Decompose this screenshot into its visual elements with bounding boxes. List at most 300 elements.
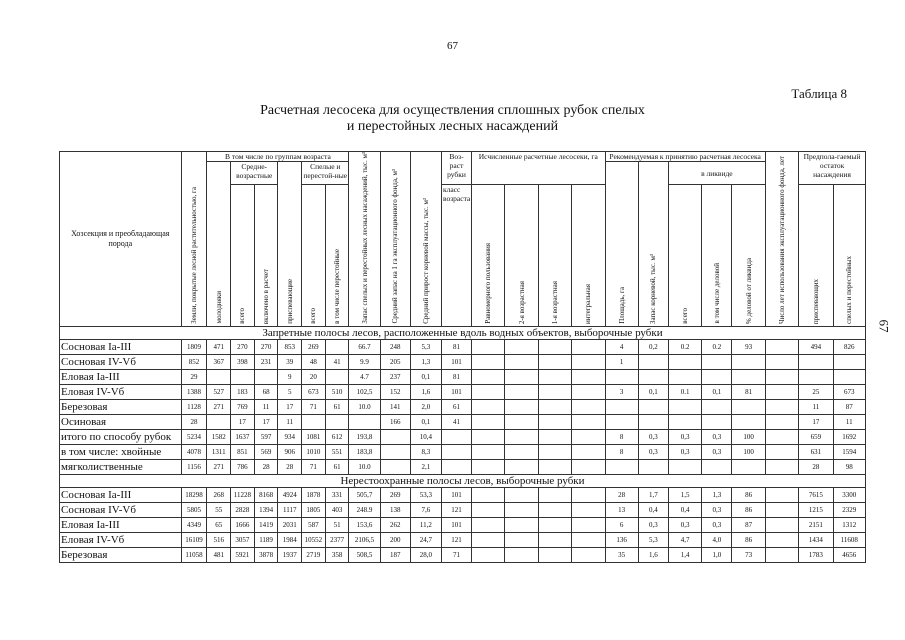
data-table <box>59 151 866 563</box>
table-cell: 11228 <box>231 487 255 502</box>
table-cell: 0,3 <box>702 517 732 532</box>
table-cell <box>325 369 349 384</box>
table-cell: 13 <box>605 502 638 517</box>
header-liq-total: всего <box>668 185 701 326</box>
table-cell <box>441 429 471 444</box>
table-cell <box>799 354 833 369</box>
table-row <box>60 339 866 354</box>
table-cell <box>572 459 605 474</box>
table-cell: 2719 <box>302 547 326 562</box>
table-cell: 5,3 <box>410 339 441 354</box>
table-cell: 3 <box>605 384 638 399</box>
table-cell <box>538 459 571 474</box>
table-cell: 8 <box>605 444 638 459</box>
table-cell <box>538 339 571 354</box>
table-cell: 631 <box>799 444 833 459</box>
table-cell <box>668 354 701 369</box>
table-cell: 11,2 <box>410 517 441 532</box>
table-row <box>60 429 866 444</box>
table-cell <box>702 459 732 474</box>
table-cell: 183 <box>231 384 255 399</box>
table-cell <box>765 532 798 547</box>
table-cell: 7,6 <box>410 502 441 517</box>
table-cell <box>702 414 732 429</box>
table-cell: 10.0 <box>349 399 380 414</box>
table-cell: 0,3 <box>638 517 668 532</box>
table-cell: 1,0 <box>702 547 732 562</box>
table-cell: 8 <box>605 429 638 444</box>
table-cell: 71 <box>302 399 326 414</box>
table-cell <box>572 547 605 562</box>
table-cell: 101 <box>441 354 471 369</box>
table-row <box>60 487 866 502</box>
table-cell: 1215 <box>799 502 833 517</box>
table-label: Таблица 8 <box>791 86 847 101</box>
table-cell: 28,0 <box>410 547 441 562</box>
section-2-title: Нерестоохранные полосы лесов, выборочные рубки <box>60 474 866 487</box>
table-cell <box>833 369 865 384</box>
table-cell: 183,8 <box>349 444 380 459</box>
table-cell <box>638 399 668 414</box>
table-cell: 786 <box>231 459 255 474</box>
table-cell: 98 <box>833 459 865 474</box>
table-cell: 1311 <box>207 444 231 459</box>
header-middle-included: включено в расчет <box>254 185 278 326</box>
table-cell <box>538 369 571 384</box>
table-cell: 81 <box>441 339 471 354</box>
table-cell <box>207 414 231 429</box>
table-cell <box>572 354 605 369</box>
table-cell: 1434 <box>799 532 833 547</box>
table-cell <box>538 414 571 429</box>
table-cell: 10552 <box>302 532 326 547</box>
table-cell: 9.9 <box>349 354 380 369</box>
table-cell <box>505 547 538 562</box>
table-cell: 1582 <box>207 429 231 444</box>
header-rec: Рекомендуемая к принятию расчетная лесосека <box>605 152 765 162</box>
table-cell: 0,3 <box>668 517 701 532</box>
table-row <box>60 354 866 369</box>
table-cell: 41 <box>325 354 349 369</box>
table-cell: 398 <box>231 354 255 369</box>
table-cell: 2151 <box>799 517 833 532</box>
table-cell: 87 <box>833 399 865 414</box>
table-cell: 0,3 <box>638 429 668 444</box>
table-cell <box>505 502 538 517</box>
table-cell: 166 <box>380 414 410 429</box>
table-cell <box>472 369 505 384</box>
table-cell: 248.9 <box>349 502 380 517</box>
table-cell: 205 <box>380 354 410 369</box>
section-2-body <box>60 474 866 562</box>
table-cell: 0,4 <box>668 502 701 517</box>
table-cell: 853 <box>278 339 302 354</box>
table-cell: 270 <box>231 339 255 354</box>
row-label: Сосновая IV-Vб <box>60 354 182 369</box>
table-row <box>60 399 866 414</box>
table-row <box>60 532 866 547</box>
row-label: Березовая <box>60 399 182 414</box>
table-cell <box>505 339 538 354</box>
table-cell <box>572 429 605 444</box>
header-by-age: В том числе по группам возраста <box>207 152 349 162</box>
table-cell: 28 <box>181 414 207 429</box>
header-calc-1age: 1-я возрастная <box>538 185 571 326</box>
table-cell: 138 <box>380 502 410 517</box>
table-title <box>0 103 905 135</box>
table-cell: 268 <box>207 487 231 502</box>
table-cell: 1937 <box>278 547 302 562</box>
table-cell: 403 <box>325 502 349 517</box>
table-cell: 4.7 <box>349 369 380 384</box>
table-cell: 100 <box>732 444 765 459</box>
table-cell: 510 <box>325 384 349 399</box>
table-cell <box>732 369 765 384</box>
table-cell <box>668 459 701 474</box>
table-row <box>60 384 866 399</box>
table-cell <box>538 547 571 562</box>
table-cell <box>572 532 605 547</box>
table-cell: 1,6 <box>638 547 668 562</box>
table-row <box>60 444 866 459</box>
table-cell: 4349 <box>181 517 207 532</box>
header-liq-pct: % деловой от ликвида <box>732 185 765 326</box>
table-cell: 24,7 <box>410 532 441 547</box>
table-cell: 516 <box>207 532 231 547</box>
table-cell <box>472 547 505 562</box>
table-cell: 86 <box>732 532 765 547</box>
table-cell: 87 <box>732 517 765 532</box>
table-cell <box>302 414 326 429</box>
table-cell <box>472 414 505 429</box>
header-middle: Средне-возрастные <box>231 162 278 185</box>
table-cell: 1312 <box>833 517 865 532</box>
header-ripe-over: в том числе перестойные <box>325 185 349 326</box>
header-rec-stock: Запас корневой, тыс. м³ <box>638 162 668 327</box>
table-cell: 187 <box>380 547 410 562</box>
table-cell: 35 <box>605 547 638 562</box>
table-cell: 1 <box>605 354 638 369</box>
table-cell <box>538 444 571 459</box>
table-cell: 1117 <box>278 502 302 517</box>
table-cell: 93 <box>732 339 765 354</box>
table-row <box>60 369 866 384</box>
table-cell: 4924 <box>278 487 302 502</box>
table-cell <box>505 414 538 429</box>
table-cell <box>833 354 865 369</box>
table-cell <box>765 517 798 532</box>
table-cell: 508,5 <box>349 547 380 562</box>
row-label: итого по способу рубок <box>60 429 182 444</box>
table-cell <box>765 414 798 429</box>
table-cell: 270 <box>254 339 278 354</box>
table-cell: 102,5 <box>349 384 380 399</box>
table-cell <box>472 444 505 459</box>
table-cell: 673 <box>833 384 865 399</box>
table-cell: 153,6 <box>349 517 380 532</box>
table-cell: 1878 <box>302 487 326 502</box>
row-label: Сосновая Ia-III <box>60 487 182 502</box>
table-cell: 1394 <box>254 502 278 517</box>
table-cell <box>505 532 538 547</box>
table-cell <box>765 487 798 502</box>
table-cell: 71 <box>302 459 326 474</box>
title-line-2: и перестойных лесных насаждений <box>346 119 559 134</box>
header-middle-total: всего <box>231 185 255 326</box>
table-cell: 17 <box>231 414 255 429</box>
table-row <box>60 502 866 517</box>
table-cell <box>472 502 505 517</box>
row-label: Сосновая Ia-III <box>60 339 182 354</box>
table-cell: 1,7 <box>638 487 668 502</box>
table-cell <box>538 532 571 547</box>
table-cell: 248 <box>380 339 410 354</box>
table-cell: 8168 <box>254 487 278 502</box>
table-cell <box>505 384 538 399</box>
table-cell: 121 <box>441 532 471 547</box>
table-cell: 81 <box>441 369 471 384</box>
table-cell <box>538 517 571 532</box>
table-cell <box>572 369 605 384</box>
table-cell <box>254 369 278 384</box>
table-cell <box>472 532 505 547</box>
table-cell <box>605 399 638 414</box>
table-cell: 53,3 <box>410 487 441 502</box>
table-cell <box>605 459 638 474</box>
table-cell <box>732 459 765 474</box>
table-cell: 2377 <box>325 532 349 547</box>
table-cell: 7615 <box>799 487 833 502</box>
header-rec-area: Площадь, га <box>605 162 638 327</box>
table-cell <box>765 339 798 354</box>
table-cell: 39 <box>278 354 302 369</box>
table-cell <box>472 459 505 474</box>
table-cell: 0,4 <box>638 502 668 517</box>
table-cell: 5 <box>278 384 302 399</box>
row-label: Сосновая IV-Vб <box>60 502 182 517</box>
table-cell: 1388 <box>181 384 207 399</box>
table-cell: 358 <box>325 547 349 562</box>
table-cell: 1010 <box>302 444 326 459</box>
table-cell: 4 <box>605 339 638 354</box>
header-land: Земли, покрытые лесной растительностью, га <box>181 152 207 327</box>
table-cell <box>325 414 349 429</box>
table-cell: 28 <box>799 459 833 474</box>
header-liq-business: в том числе деловой <box>702 185 732 326</box>
table-cell: 471 <box>207 339 231 354</box>
table-cell: 527 <box>207 384 231 399</box>
header-age-class: класс возраста <box>441 185 471 326</box>
table-cell: 1692 <box>833 429 865 444</box>
table-cell <box>538 502 571 517</box>
table-cell: 1,4 <box>668 547 701 562</box>
table-cell <box>765 502 798 517</box>
table-cell <box>505 354 538 369</box>
side-page-number: 67 <box>876 319 892 333</box>
table-cell: 3878 <box>254 547 278 562</box>
table-cell: 2,0 <box>410 399 441 414</box>
table-cell <box>505 459 538 474</box>
table-cell: 271 <box>207 399 231 414</box>
table-cell <box>572 444 605 459</box>
table-cell <box>605 369 638 384</box>
table-cell <box>505 399 538 414</box>
table-cell: 11 <box>833 414 865 429</box>
table-cell: 331 <box>325 487 349 502</box>
table-cell <box>668 369 701 384</box>
table-cell: 101 <box>441 517 471 532</box>
table-cell <box>638 369 668 384</box>
row-label: Еловая Ia-III <box>60 517 182 532</box>
table-cell <box>538 384 571 399</box>
table-cell: 481 <box>207 547 231 562</box>
table-cell <box>538 399 571 414</box>
table-cell <box>325 339 349 354</box>
table-cell <box>231 369 255 384</box>
section-1-body <box>60 326 866 474</box>
table-cell: 597 <box>254 429 278 444</box>
header-years: Число лет использования эксплуатационного фонда, лет <box>765 152 798 327</box>
table-cell: 10.0 <box>349 459 380 474</box>
header-rec-liquid: в ликвиде <box>668 162 765 185</box>
table-cell: 5921 <box>231 547 255 562</box>
table-cell: 10,4 <box>410 429 441 444</box>
table-cell: 11 <box>278 414 302 429</box>
table-cell <box>380 459 410 474</box>
table-cell: 136 <box>605 532 638 547</box>
table-cell: 5,3 <box>638 532 668 547</box>
table-cell: 9 <box>278 369 302 384</box>
table-cell: 1809 <box>181 339 207 354</box>
table-cell <box>668 414 701 429</box>
page-number: 67 <box>447 40 458 52</box>
table-cell <box>505 444 538 459</box>
table-cell <box>505 517 538 532</box>
table-cell <box>638 414 668 429</box>
table-cell: 29 <box>181 369 207 384</box>
table-cell: 934 <box>278 429 302 444</box>
table-cell <box>572 339 605 354</box>
table-cell: 0,3 <box>702 429 732 444</box>
table-cell: 769 <box>231 399 255 414</box>
header-avg-growth: Средний прирост корневой массы, тыс. м³ <box>410 152 441 327</box>
header-calc-integral: интегральная <box>572 185 605 326</box>
header-calc: Исчисленные расчетные лесосеки, га <box>472 152 605 185</box>
header-hozsection: Хозсекция и преобладающая порода <box>60 152 182 327</box>
header-avg-stock: Средний запас на 1 га эксплуатационного фонда, м³ <box>380 152 410 327</box>
table-cell: 367 <box>207 354 231 369</box>
table-cell <box>702 399 732 414</box>
header-ripe-total: всего <box>302 185 326 326</box>
table-cell <box>732 414 765 429</box>
table-cell <box>538 487 571 502</box>
table-cell: 0,3 <box>702 444 732 459</box>
table-cell <box>472 354 505 369</box>
table-cell: 193,8 <box>349 429 380 444</box>
table-row <box>60 459 866 474</box>
table-cell: 61 <box>325 459 349 474</box>
row-label: Еловая IV-Vб <box>60 532 182 547</box>
table-cell: 1637 <box>231 429 255 444</box>
row-label: Еловая IV-Vб <box>60 384 182 399</box>
table-cell <box>702 369 732 384</box>
title-line-1: Расчетная лесосека для осуществления сплошных рубок спелых <box>260 103 645 118</box>
table-cell <box>472 429 505 444</box>
table-cell: 231 <box>254 354 278 369</box>
table-row <box>60 414 866 429</box>
table-cell <box>765 429 798 444</box>
table-cell: 152 <box>380 384 410 399</box>
table-cell: 4656 <box>833 547 865 562</box>
table-cell: 8,3 <box>410 444 441 459</box>
table-cell <box>538 354 571 369</box>
table-cell: 551 <box>325 444 349 459</box>
table-cell: 269 <box>380 487 410 502</box>
table-cell: 1189 <box>254 532 278 547</box>
table-cell: 65 <box>207 517 231 532</box>
row-label: Березовая <box>60 547 182 562</box>
table-cell <box>765 547 798 562</box>
table-cell: 0,1 <box>410 369 441 384</box>
table-cell <box>472 384 505 399</box>
table-cell <box>638 354 668 369</box>
table-cell: 48 <box>302 354 326 369</box>
table-cell: 1,6 <box>410 384 441 399</box>
table-cell: 20 <box>302 369 326 384</box>
table-cell <box>207 369 231 384</box>
table-cell: 2106,5 <box>349 532 380 547</box>
header-remain-ripe: спелых и перестойных <box>833 185 865 326</box>
table-cell: 1,3 <box>410 354 441 369</box>
table-cell: 101 <box>441 487 471 502</box>
table-cell: 61 <box>325 399 349 414</box>
table-cell: 28 <box>278 459 302 474</box>
table-cell: 11 <box>799 399 833 414</box>
section-1-title: Запретные полосы лесов, расположенные вдоль водных объектов, выборочные рубки <box>60 326 866 339</box>
table-cell <box>765 384 798 399</box>
table-cell: 1,3 <box>702 487 732 502</box>
table-cell: 1156 <box>181 459 207 474</box>
table-cell <box>765 369 798 384</box>
header-stock: Запас спелых и перестойных лесных насаждений, тыс. м³ <box>349 152 380 327</box>
header-remain: Предпола-гаемый остаток насаждения <box>799 152 866 185</box>
table-cell <box>472 399 505 414</box>
table-cell: 2329 <box>833 502 865 517</box>
table-cell: 0,3 <box>702 502 732 517</box>
table-cell: 1594 <box>833 444 865 459</box>
table-cell: 5805 <box>181 502 207 517</box>
table-cell <box>441 444 471 459</box>
table-cell: 612 <box>325 429 349 444</box>
table-row <box>60 517 866 532</box>
table-cell <box>505 369 538 384</box>
table-cell: 11608 <box>833 532 865 547</box>
table-cell: 1081 <box>302 429 326 444</box>
table-cell: 262 <box>380 517 410 532</box>
table-cell: 86 <box>732 502 765 517</box>
table-cell: 0,2 <box>638 339 668 354</box>
table-cell: 505,7 <box>349 487 380 502</box>
table-cell: 5234 <box>181 429 207 444</box>
table-cell: 0.1 <box>668 384 701 399</box>
table-cell: 0.2 <box>702 339 732 354</box>
table-cell: 1666 <box>231 517 255 532</box>
table-cell <box>472 339 505 354</box>
table-cell: 494 <box>799 339 833 354</box>
header-calc-uniform: Равномерного пользования <box>472 185 505 326</box>
table-cell: 673 <box>302 384 326 399</box>
table-cell: 66.7 <box>349 339 380 354</box>
